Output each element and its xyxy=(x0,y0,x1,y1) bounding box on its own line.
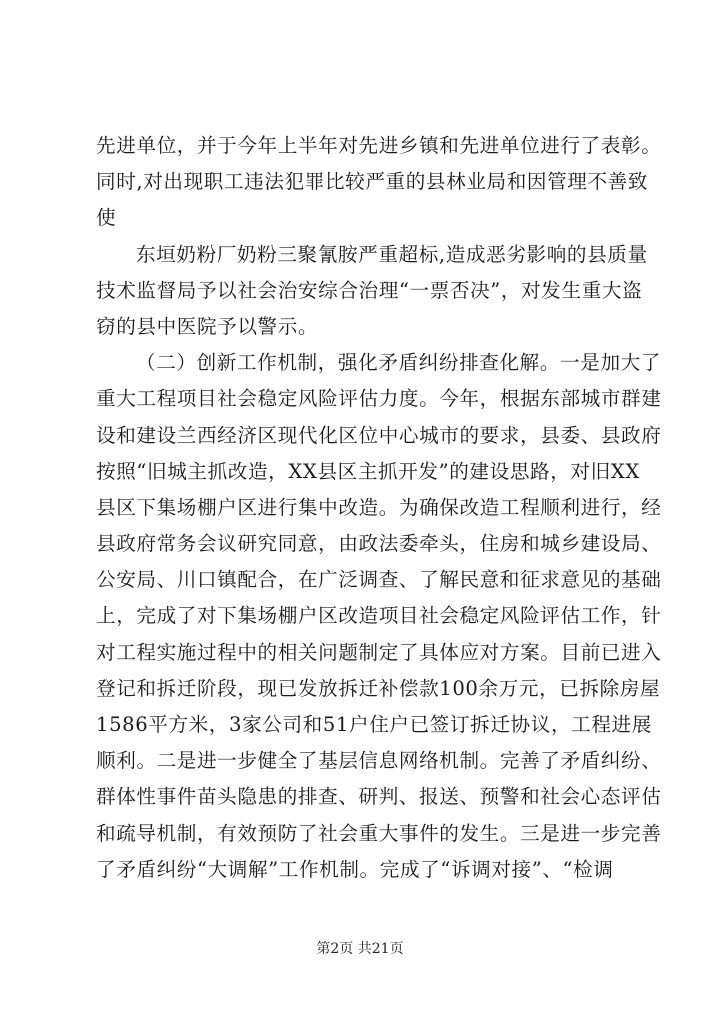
text-line: 同时,对出现职工违法犯罪比较严重的县林业局和因管理不善致 xyxy=(96,170,649,194)
text-line: 技术监督局予以社会治安综合治理“一票否决”，对发生重大盗 xyxy=(96,278,643,302)
text-line: （二）创新工作机制，强化矛盾纠纷排查化解。一是加大了 xyxy=(136,351,662,375)
text-line: 使 xyxy=(96,206,117,230)
paragraph xyxy=(96,128,662,237)
text-line: 了矛盾纠纷“大调解”工作机制。完成了“诉调对接”、“检调 xyxy=(96,857,614,881)
text-line: 按照“旧城主抓改造，XX县区主抓开发”的建设思路，对旧XX xyxy=(96,459,640,483)
document-body xyxy=(96,128,662,888)
text-line: 先进单位，并于今年上半年对先进乡镇和先进单位进行了表彰。 xyxy=(96,134,662,157)
text-line: 县政府常务会议研究同意，由政法委牵头，住房和城乡建设局、 xyxy=(96,532,662,556)
text-line: 群体性事件苗头隐患的排查、研判、报送、预警和社会心态评估 xyxy=(96,785,662,809)
text-line: 县区下集场棚户区进行集中改造。为确保改造工程顺利进行，经 xyxy=(96,495,662,519)
text-line: 对工程实施过程中的相关问题制定了具体应对方案。目前已进入 xyxy=(96,640,662,664)
page-footer: 第2页 共21页 xyxy=(316,941,404,957)
text-line: 顺利。二是进一步健全了基层信息网络机制。完善了矛盾纠纷、 xyxy=(96,749,662,773)
text-line: 设和建设兰西经济区现代化区位中心城市的要求，县委、县政府 xyxy=(96,423,662,447)
text-line: 东垣奶粉厂奶粉三聚氰胺严重超标,造成恶劣影响的县质量 xyxy=(136,242,648,266)
text-line: 和疏导机制，有效预防了社会重大事件的发生。三是进一步完善 xyxy=(96,821,662,845)
paragraph xyxy=(96,237,648,346)
text-line: 上，完成了对下集场棚户区改造项目社会稳定风险评估工作，针 xyxy=(96,604,662,628)
paragraph xyxy=(96,345,662,888)
text-line: 窃的县中医院予以警示。 xyxy=(96,314,319,338)
text-line: 1586平方米，3家公司和51户住户已签订拆迁协议，工程进展 xyxy=(96,713,652,736)
text-line: 登记和拆迁阶段，现已发放拆迁补偿款100余万元，已拆除房屋 xyxy=(96,676,661,700)
text-line: 重大工程项目社会稳定风险评估力度。今年，根据东部城市群建 xyxy=(96,387,662,411)
text-line: 公安局、川口镇配合，在广泛调查、了解民意和征求意见的基础 xyxy=(96,568,662,592)
